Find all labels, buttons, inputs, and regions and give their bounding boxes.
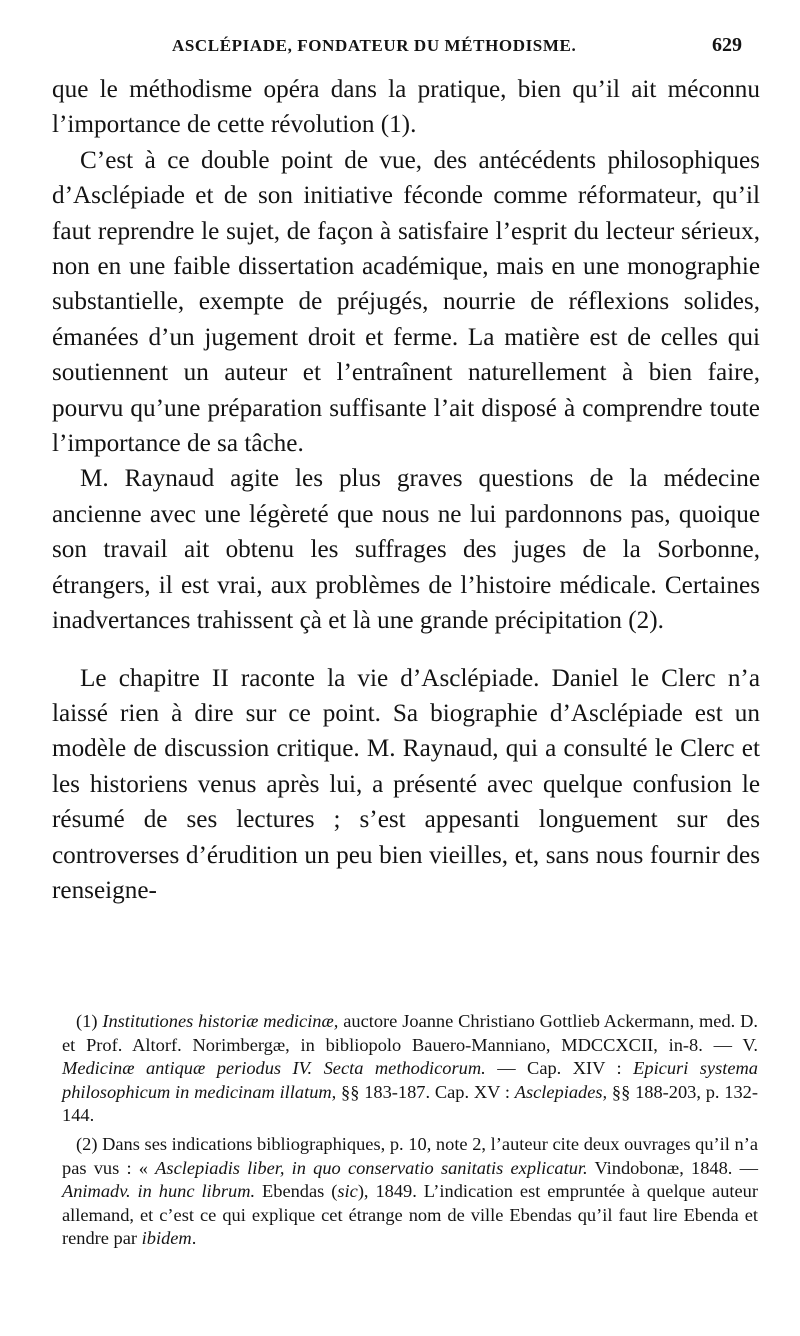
footnote-2-text: ), 1849. L’indication est empruntée à quelque auteur allemand, et c’est ce qui explique cet étrange nom de ville Ebendas qu’il faut lire Ebenda et rendre par bbox=[62, 1181, 758, 1249]
footnote-2-text: Dans ses indications bibliographiques, p. 10, note 2, l’auteur cite deux ouvrages qu’il n’a pas vus : « bbox=[62, 1133, 758, 1178]
running-head bbox=[0, 36, 800, 60]
page-number: 629 bbox=[712, 34, 742, 56]
body-text bbox=[52, 72, 760, 908]
footnote-2-marker: (2) bbox=[76, 1133, 98, 1154]
footnote-1-text: §§ 188-203, p. 132-144. bbox=[62, 1081, 759, 1126]
footnote-1-italic: Medicinæ antiquæ periodus IV. Secta methodicorum. bbox=[62, 1058, 486, 1079]
footnote-1-text: §§ 183-187. Cap. XV : bbox=[336, 1081, 515, 1102]
footnote-1-text: — Cap. XIV : bbox=[485, 1058, 634, 1079]
footnote-1-title: Institutiones historiæ medicinæ, bbox=[102, 1011, 339, 1031]
footnote-1-text: auctore Joanne Christiano Gottlieb Ackermann, med. D. et Prof. Altorf. Norimbergæ, in bibliopolo Bauero-Manniano, MDCCXCII, in-8. — V. bbox=[62, 1011, 758, 1055]
footnote-2 bbox=[62, 1133, 758, 1251]
footnote-2-text: Ebendas ( bbox=[255, 1181, 338, 1202]
paragraph-3: M. Raynaud agite les plus graves questions de la médecine ancienne avec une légèreté que nous ne lui pardonnons pas, quoique son travail ait obtenu les suffrages des juges de la Sorbonne, étrangers, il est vrai, aux problèmes de l’histoire médicale. Certaines inadvertances trahissent çà et là une grande précipitation (2). bbox=[52, 465, 760, 635]
running-title: ASCLÉPIADE, FONDATEUR DU MÉTHODISME. bbox=[172, 36, 577, 55]
footnote-2-italic: Animadv. in hunc librum. bbox=[62, 1181, 256, 1202]
footnote-2-text: Vindobonæ, 1848. — bbox=[587, 1157, 758, 1178]
footnote-2-italic: Asclepiadis liber, in quo conservatio sanitatis explicatur. bbox=[155, 1157, 588, 1178]
footnote-1-italic: Epicuri systema philosophicum in medicinam illatum, bbox=[62, 1058, 758, 1102]
footnote-2-italic: ibidem bbox=[141, 1228, 192, 1249]
paragraph-4: Le chapitre II raconte la vie d’Asclépiade. Daniel le Clerc n’a laissé rien à dire sur ce point. Sa biographie d’Asclépiade est un modèle de discussion critique. M. Raynaud, qui a consulté le Clerc et les historiens venus après lui, a présenté avec quelque confusion le résumé de ses lectures ; s’est appesanti longuement sur des controverses d’érudition un peu bien vieilles, et, sans nous fournir des renseigne- bbox=[52, 664, 760, 904]
footnotes bbox=[62, 1010, 758, 1251]
footnote-1 bbox=[62, 1010, 758, 1128]
footnote-1-italic: Asclepiades, bbox=[514, 1081, 608, 1102]
footnote-2-text: . bbox=[191, 1228, 197, 1249]
footnote-2-italic: sic bbox=[337, 1181, 358, 1202]
footnote-1-marker: (1) bbox=[76, 1011, 98, 1031]
paragraph-1: que le méthodisme opéra dans la pratique, bien qu’il ait méconnu l’importance de cette révolution (1). bbox=[52, 76, 760, 139]
paragraph-2: C’est à ce double point de vue, des antécédents philosophiques d’Asclépiade et de son initiative féconde comme réformateur, qu’il faut reprendre le sujet, de façon à satisfaire l’esprit du lecteur sérieux, non en une faible dissertation académique, mais en une monographie substantielle, exempte de préjugés, nourrie de réflexions solides, émanées d’un jugement droit et ferme. La matière est de celles qui soutiennent un auteur et l’entraînent naturellement à bien faire, pourvu qu’une préparation suffisante l’ait disposé à comprendre toute l’importance de sa tâche. bbox=[52, 146, 760, 458]
